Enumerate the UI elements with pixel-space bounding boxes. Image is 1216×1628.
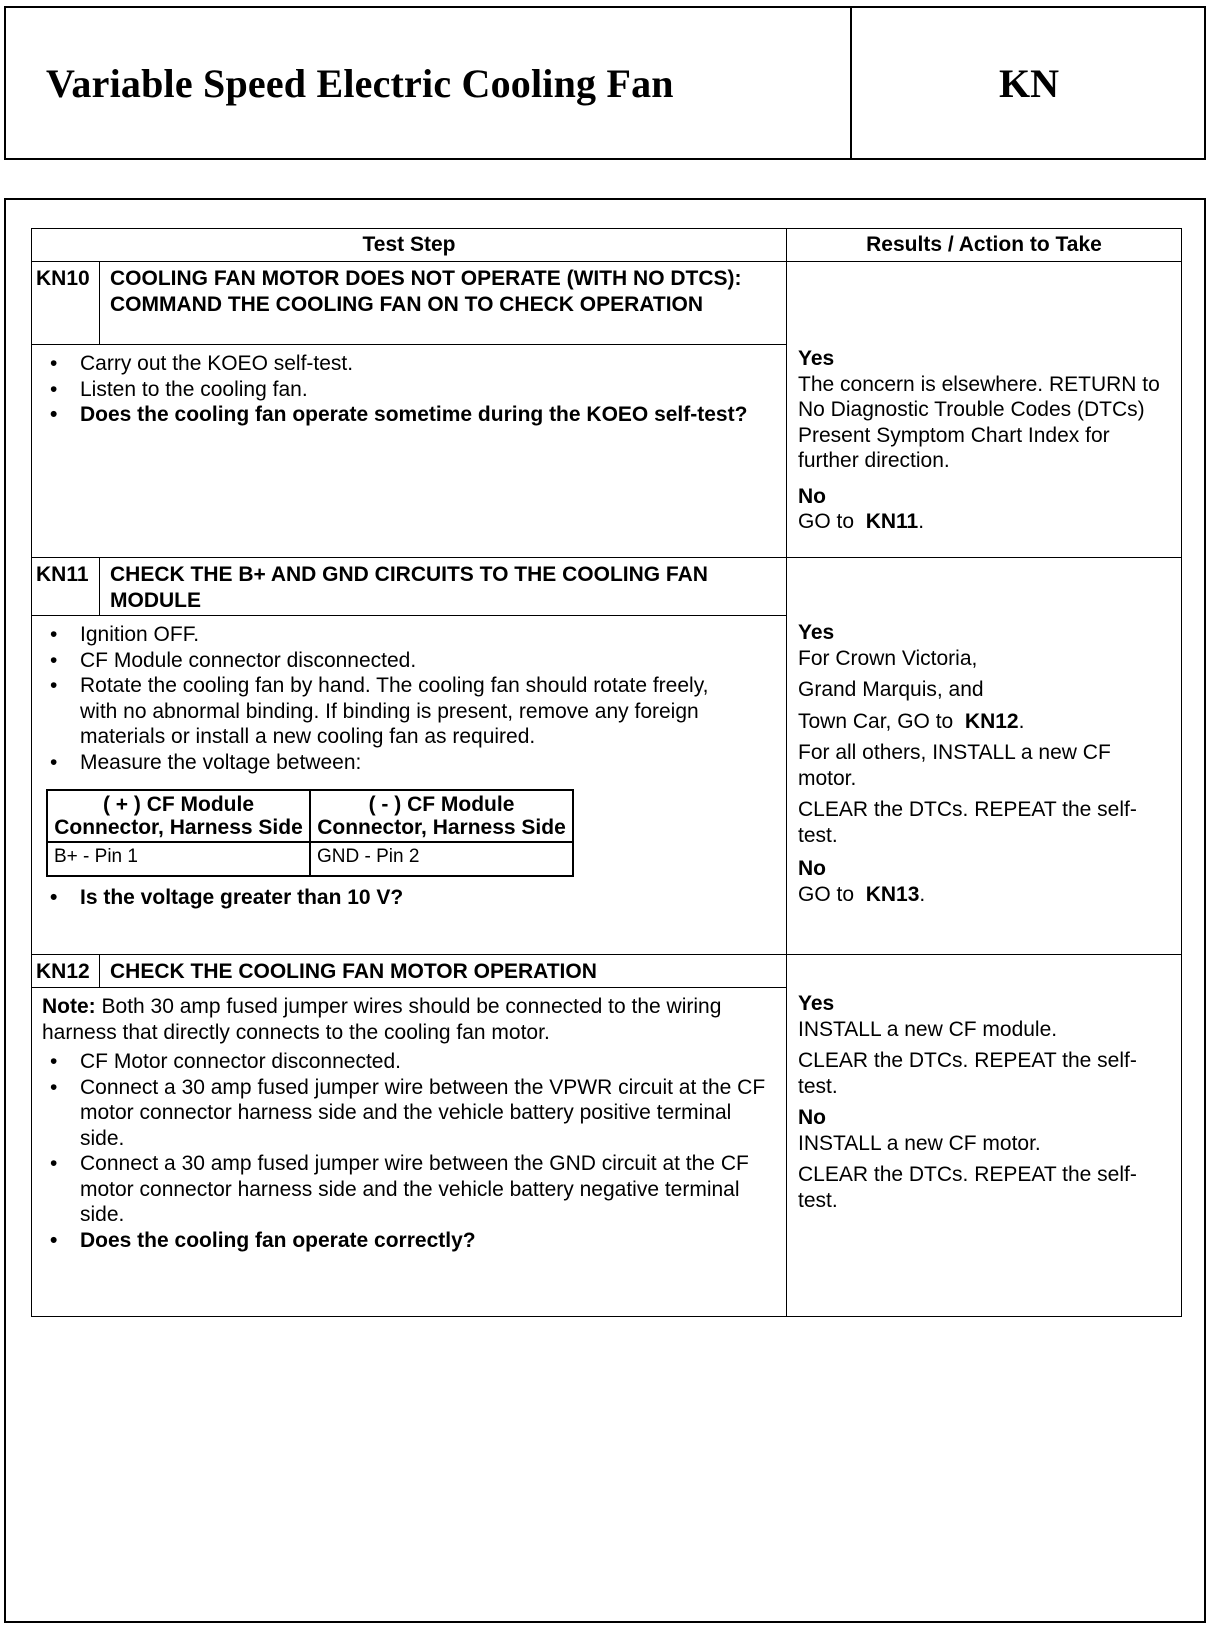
- list-item: • Carry out the KOEO self-test.: [46, 351, 776, 377]
- result-line: For Crown Victoria,: [798, 646, 978, 670]
- result-yes-label: Yes: [798, 621, 835, 644]
- period: .: [918, 510, 925, 533]
- list-item: • Ignition OFF.: [46, 622, 776, 648]
- step-kn10-title-row: [32, 262, 1182, 345]
- step-title: CHECK THE COOLING FAN MOTOR OPERATION: [100, 955, 787, 988]
- result-line: CLEAR the DTCs. REPEAT the self-test.: [798, 798, 1137, 847]
- voltage-cell: GND - Pin 2: [310, 842, 573, 876]
- step-ref-kn11: KN11: [865, 510, 919, 533]
- go-to-text: GO to: [798, 510, 855, 533]
- voltage-col-positive: ( + ) CF Module Connector, Harness Side: [47, 790, 310, 842]
- list-item: • Rotate the cooling fan by hand. The cooling fan should rotate freely, with no abnormal binding. If binding is present, remove any foreign materials or install a new cooling fan as required.: [46, 673, 776, 750]
- step-kn10-bullets: [42, 351, 776, 428]
- step-kn12-body: [32, 988, 787, 1317]
- step-kn11-results: [787, 558, 1182, 955]
- step-kn12-bullets: [42, 1049, 776, 1253]
- step-ref-kn13: KN13: [865, 882, 920, 906]
- list-item-question: • Is the voltage greater than 10 V?: [46, 885, 776, 911]
- result-no-label: No: [798, 1106, 826, 1129]
- list-item: • Connect a 30 amp fused jumper wire between the GND circuit at the CF motor connector harness side and the vehicle battery negative terminal side.: [46, 1151, 776, 1228]
- result-yes-label: Yes: [798, 992, 835, 1015]
- list-item: • Listen to the cooling fan.: [46, 377, 776, 403]
- list-item-question: • Does the cooling fan operate sometime during the KOEO self-test?: [46, 402, 776, 428]
- voltage-table: [46, 789, 574, 877]
- step-id: KN10: [32, 262, 100, 345]
- test-step-table: [31, 228, 1182, 1317]
- step-kn11-title-row: [32, 558, 1182, 616]
- step-id: KN11: [32, 558, 100, 616]
- result-line: Grand Marquis, and: [798, 678, 984, 701]
- step-kn11-bullets: [42, 622, 776, 775]
- period: .: [1018, 709, 1025, 733]
- page-title: Variable Speed Electric Cooling Fan: [46, 61, 674, 106]
- page-header: [4, 6, 1206, 160]
- result-line: INSTALL a new CF module.: [798, 1017, 1058, 1041]
- list-item-question: • Does the cooling fan operate correctly?: [46, 1228, 776, 1254]
- result-no-label: No: [798, 484, 826, 508]
- note-label: Note:: [42, 995, 96, 1018]
- step-kn11-question: [42, 885, 776, 911]
- step-kn10-results: [787, 262, 1182, 558]
- result-no-text: [798, 882, 1171, 908]
- step-title: CHECK THE B+ AND GND CIRCUITS TO THE COOLING FAN MODULE: [100, 558, 787, 616]
- step-kn12-results: [787, 955, 1182, 1317]
- result-yes: [798, 346, 1171, 474]
- list-item: • CF Module connector disconnected.: [46, 648, 776, 674]
- voltage-cell: B+ - Pin 1: [47, 842, 310, 876]
- list-item: • CF Motor connector disconnected.: [46, 1049, 776, 1075]
- result-no: [798, 484, 1171, 535]
- result-no-text: [798, 509, 1171, 535]
- note: [42, 994, 776, 1045]
- column-header-results: Results / Action to Take: [787, 229, 1182, 262]
- list-item: • Connect a 30 amp fused jumper wire between the VPWR circuit at the CF motor connector harness side and the vehicle battery positive terminal side.: [46, 1075, 776, 1152]
- note-text: Both 30 amp fused jumper wires should be connected to the wiring harness that directly connects to the cooling fan motor.: [42, 995, 722, 1044]
- result-line: CLEAR the DTCs. REPEAT the self-test.: [798, 1049, 1137, 1098]
- table-header-row: [32, 229, 1182, 262]
- result-no-label: No: [798, 857, 826, 880]
- result-line: INSTALL a new CF motor.: [798, 1131, 1041, 1155]
- step-kn10-body: [32, 345, 787, 558]
- period: .: [919, 882, 926, 906]
- voltage-col-negative: ( - ) CF Module Connector, Harness Side: [310, 790, 573, 842]
- result-line: For all others, INSTALL a new CF motor.: [798, 741, 1111, 790]
- step-title: COOLING FAN MOTOR DOES NOT OPERATE (WITH NO DTCS): COMMAND THE COOLING FAN ON TO CHECK OPERATION: [100, 262, 787, 345]
- result-line: [798, 709, 1171, 735]
- step-kn12-title-row: [32, 955, 1182, 988]
- result-line: CLEAR the DTCs. REPEAT the self-test.: [798, 1163, 1137, 1212]
- column-header-test-step: Test Step: [32, 229, 787, 262]
- list-item: • Measure the voltage between:: [46, 750, 776, 776]
- go-to-text: GO to: [798, 882, 855, 906]
- step-id: KN12: [32, 955, 100, 988]
- result-yes-label: Yes: [798, 347, 835, 370]
- go-to-text: Town Car, GO to: [798, 709, 954, 733]
- section-code: KN: [999, 60, 1059, 106]
- step-ref-kn12: KN12: [964, 709, 1019, 733]
- step-kn11-body: [32, 616, 787, 955]
- result-yes-text: The concern is elsewhere. RETURN to No Diagnostic Trouble Codes (DTCs) Present Symptom Chart Index for further direction.: [798, 372, 1160, 472]
